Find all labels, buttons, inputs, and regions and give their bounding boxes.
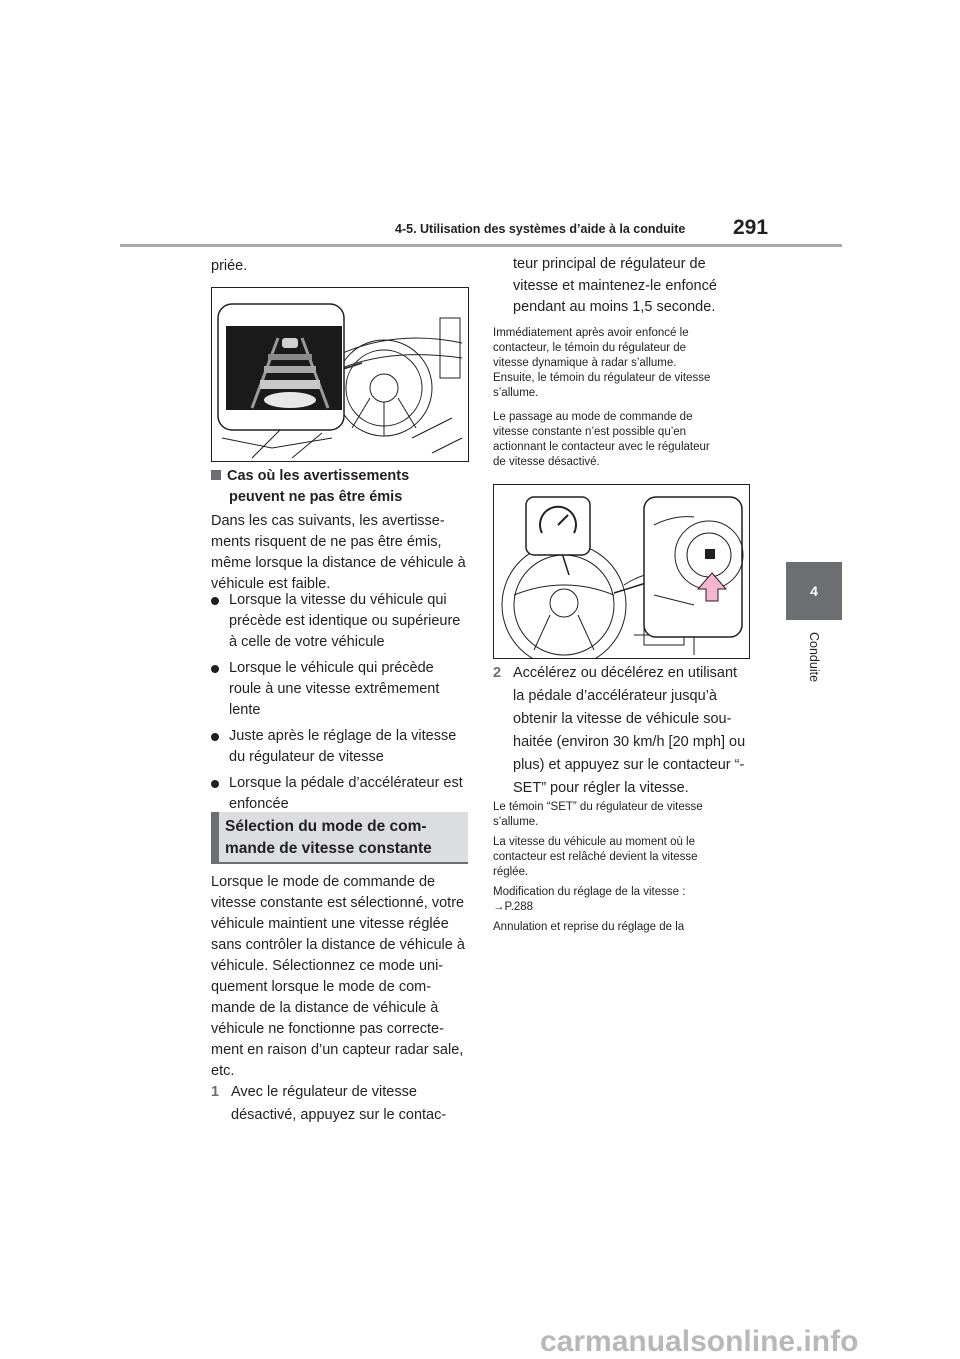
bullet-icon	[211, 665, 219, 673]
bullet-icon	[211, 597, 219, 605]
warning-bullet-list	[211, 590, 473, 820]
note-3: Le témoin “SET” du régulateur de vitesse s’allume.	[493, 801, 703, 828]
cross-reference-link[interactable]: →P.288	[493, 901, 534, 913]
warning-paragraph: Dans les cas suivants, les avertisse- ments risquent de ne pas être émis, même lorsque la distance de véhicule à véhicule est faible.	[211, 513, 466, 592]
figure-1	[211, 287, 469, 462]
bullet-icon	[211, 733, 219, 741]
chapter-number: 4	[810, 583, 818, 599]
bullet-icon	[211, 780, 219, 788]
step-1-continued: teur principal de régulateur de vitesse et maintenez-le enfoncé pendant au moins 1,5 seconde.	[513, 256, 717, 315]
note-5: Modification du réglage de la vitesse : →P.288	[493, 885, 753, 915]
header-rule	[120, 244, 842, 247]
list-item: Juste après le réglage de la vitesse du régulateur de vitesse	[211, 726, 473, 768]
step-1-number: 1	[211, 1084, 220, 1100]
watermark: carmanualsonline.info	[540, 1325, 859, 1358]
page-number: 291	[733, 216, 769, 239]
step-1: 1 Avec le régulateur de vitesse désactivé, appuyez sur le contac-	[211, 1081, 473, 1127]
chapter-label: Conduite	[807, 632, 821, 683]
list-item: Lorsque la pédale d’accélérateur est enfoncée	[211, 773, 473, 815]
section-heading-box	[211, 812, 468, 864]
step-2: 2 Accélérez ou décélérez en utilisant la pédale d’accélérateur jusqu’à obtenir la vitesse de véhicule sou- haitée (environ 30 km/h [20 mph] ou plus) et appuyez sur le contacteur “- SET” pour régler la vitesse.	[493, 662, 758, 800]
section-paragraph: Lorsque le mode de commande de vitesse constante est sélectionné, votre véhicule maintient une vitesse réglée sans contrôler la distance de véhicule à véhicule. Sélectionnez ce mode uni- quement lorsque le mode de com- mande de la distance de véhicule à véhicule ne fonctionne pas correcte- ment en raison d’un capteur radar sale, etc.	[211, 874, 465, 1079]
top-text: priée.	[211, 258, 248, 274]
note-2: Le passage au mode de commande de vitesse constante n’est possible qu’en actionnant le contacteur avec le régulateur de vitesse désactivé.	[493, 411, 710, 468]
car-following-display-illustration	[212, 288, 468, 461]
chapter-tab	[786, 562, 842, 620]
step-2-number: 2	[493, 665, 502, 681]
section-title: 4-5. Utilisation des systèmes d’aide à la conduite	[395, 222, 686, 236]
note-6: Annulation et reprise du réglage de la	[493, 921, 685, 933]
steering-wheel-cruise-switch-illustration	[494, 485, 749, 658]
figure-2	[493, 484, 750, 659]
section-heading-bar	[211, 812, 219, 864]
square-bullet-icon	[211, 470, 221, 480]
warning-subheading: Cas où les avertissements	[211, 466, 409, 487]
section-heading: Sélection du mode de com- mande de vitesse constante	[225, 818, 432, 857]
list-item: Lorsque la vitesse du véhicule qui précède est identique ou supérieure à celle de votre véhicule	[211, 590, 473, 653]
warning-subheading-line2: peuvent ne pas être émis	[229, 489, 403, 505]
list-item: Lorsque le véhicule qui précède roule à une vitesse extrêmement lente	[211, 658, 473, 721]
note-4: La vitesse du véhicule au moment où le contacteur est relâché devient la vitesse réglée.	[493, 836, 698, 878]
note-1: Immédiatement après avoir enfoncé le contacteur, le témoin du régulateur de vitesse dynamique à radar s’allume. Ensuite, le témoin du régulateur de vitesse s’allume.	[493, 327, 711, 399]
